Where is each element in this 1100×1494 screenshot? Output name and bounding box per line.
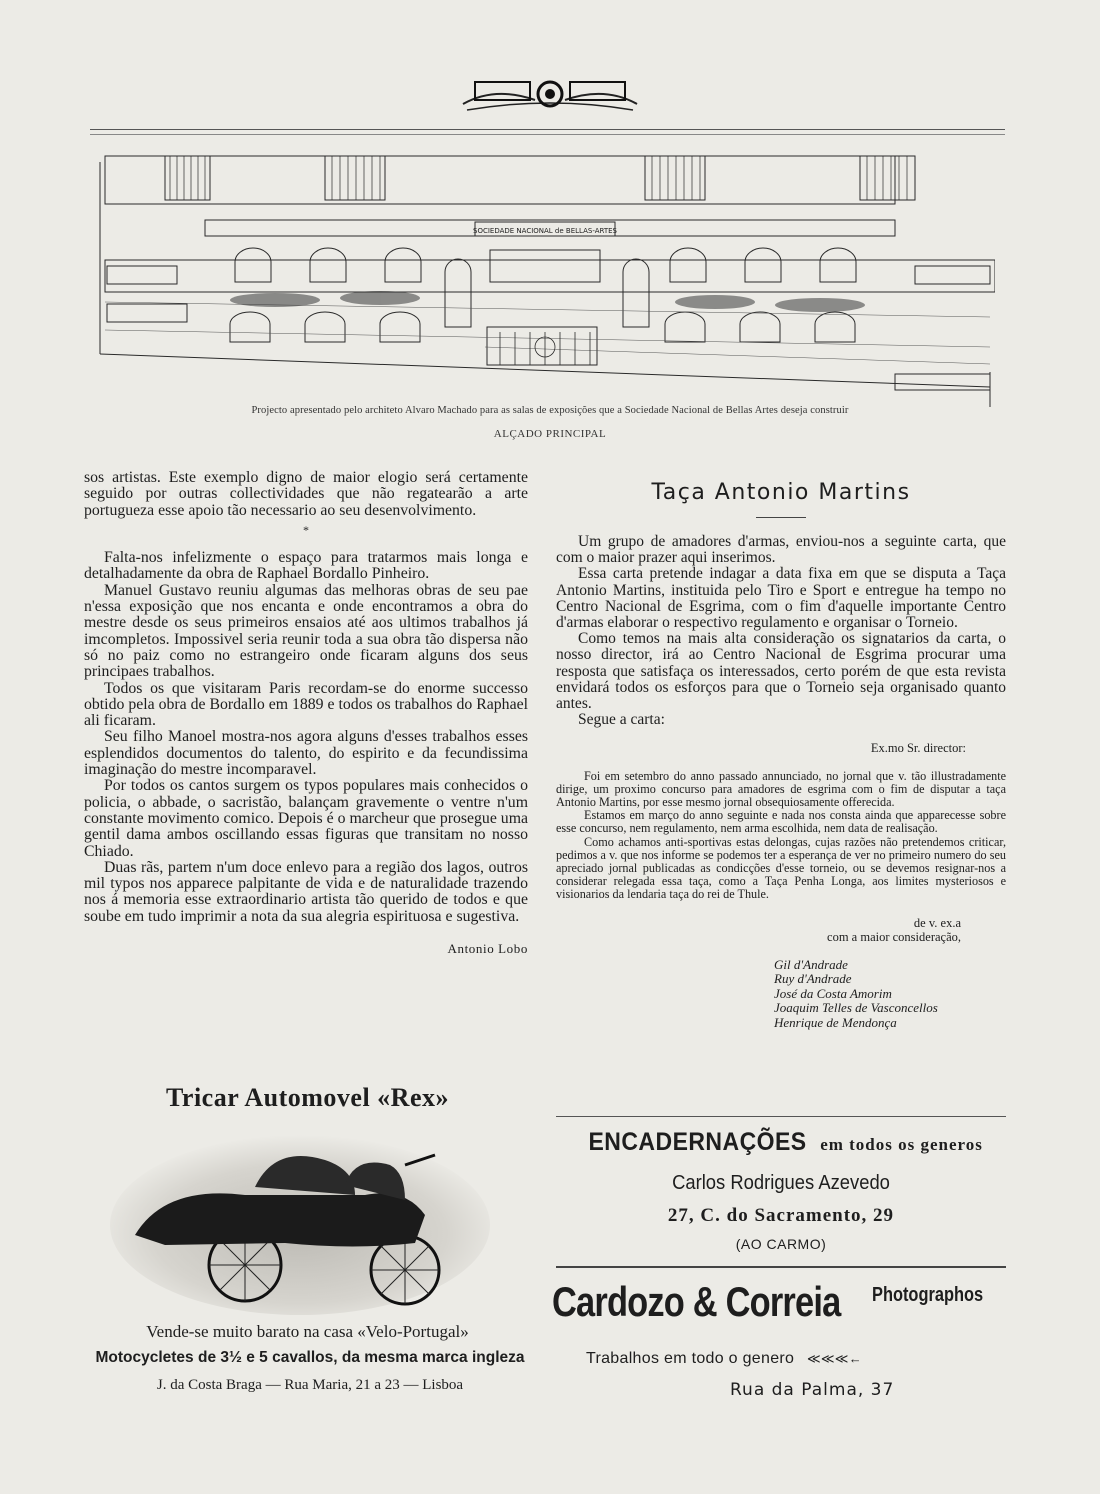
encadernacoes-address: 27, C. do Sacramento, 29: [667, 1205, 895, 1226]
article-left: [84, 470, 528, 957]
figure-subcaption: ALÇADO PRINCIPAL: [493, 428, 607, 440]
closing-line: de v. ex.a: [913, 915, 961, 930]
letter-salutation: Ex.mo Sr. director:: [870, 741, 966, 756]
section-separator: *: [303, 522, 309, 537]
top-rule: [90, 129, 1005, 130]
article-right: [556, 470, 1006, 1031]
figure-caption: Projecto apresentado pelo architeto Alvaro Machado para as salas de exposições que a Sociedade Nacional de Bellas Artes deseja construir: [251, 405, 849, 416]
article-right-paragraph: Segue a carta:: [578, 711, 665, 729]
article-left-paragraph: Duas rãs, partem n'um doce enlevo para a região dos lagos, outros mil typos nos apparece palpitante de vida e de naturalidade trazendo nos á memoria esse extraordinario artista tão querido de todos e que soube em tudo imprimir a nota da sua alegria espirituosa e sugestiva.: [84, 858, 528, 925]
tricar-ad-line1: Vende-se muito barato na casa «Velo-Portugal»: [146, 1322, 469, 1341]
closing-line: com a maior consideração,: [827, 929, 961, 944]
article-right-body: [556, 534, 1006, 728]
letter-signers: [774, 958, 1006, 1031]
article-right-paragraph: Um grupo de amadores d'armas, enviou-nos a seguinte carta, que com o maior prazer aqui inserimos.: [556, 533, 1006, 567]
article-author: Antonio Lobo: [447, 941, 528, 957]
article-right-paragraph: Essa carta pretende indagar a data fixa em que se disputa a Taça Antonio Martins, instituida pelo Tiro e Sport e entregue ha tempo no Centro Nacional de Esgrima, com o fim d'aquelle importante Centro d'armas elaborar o respectivo regulamento e organisar o Torneio.: [556, 565, 1006, 632]
cardozo-ad-name: Cardozo & Correia: [552, 1278, 841, 1325]
arrows-icon: ≪≪≪←: [806, 1351, 863, 1366]
article-right-paragraph: Como temos na mais alta consideração os signatarios da carta, o nosso director, irá ao Centro Nacional de Esgrima procurar uma resposta que satisfaça os interessados, certo porém de que esta revista envidará todos os esforços para que o Torneio seja organisado quanto antes.: [556, 630, 1006, 713]
tricar-ad-line3: J. da Costa Braga — Rua Maria, 21 a 23 — Lisboa: [156, 1377, 464, 1393]
encadernacoes-location: (AO CARMO): [735, 1236, 827, 1252]
article-right-title: Taça Antonio Martins: [651, 480, 911, 505]
cardozo-ad-line1: [586, 1350, 1006, 1368]
letter-body: [556, 742, 1006, 901]
encadernacoes-ad-header: [556, 1128, 1006, 1157]
elevation-sign-text: SOCIEDADE NACIONAL de BELLAS-ARTES: [473, 227, 617, 235]
tricar-illustration: [105, 1125, 495, 1315]
letter-closing: [556, 916, 1006, 944]
signer-name: José da Costa Amorim: [774, 985, 892, 1001]
signer-name: Gil d'Andrade: [774, 956, 848, 972]
top-rule-secondary: [90, 134, 1005, 135]
title-rule: [756, 517, 806, 518]
ad-divider: [556, 1266, 1006, 1268]
encadernacoes-name: Carlos Rodrigues Azevedo: [672, 1172, 890, 1194]
building-elevation-drawing: [95, 142, 995, 414]
tricar-ad-title: Tricar Automovel «Rex»: [166, 1083, 449, 1112]
cardozo-ad-address: Rua da Palma, 37: [730, 1380, 895, 1400]
article-left-paragraph: Por todos os cantos surgem os typos populares mais conhecidos o policia, o abbade, o sacristão, balançam gravemente o ventre n'um constante movimento comico. Depois é o marcheur que prosegue uma gentil dama ambos oscillando essas figuras que transitam no nosso Chiado.: [84, 777, 528, 860]
article-left-paragraph: Seu filho Manoel mostra-nos agora alguns d'esses trabalhos esses esplendidos documentos do talento, do espirito e da fecundissima imaginação do mestre incomparavel.: [84, 728, 528, 779]
letter-paragraph: Foi em setembro do anno passado annunciado, no jornal que v. tão illustradamente dirige, um proximo concurso para amadores de esgrima com o fim de disputar a taça Antonio Martins, por esse mesmo jornal obsequiosamente offerecida.: [556, 768, 1006, 810]
encadernacoes-suffix: em todos os generos: [820, 1135, 983, 1154]
article-left-paragraph: Manuel Gustavo reuniu algumas das melhoras obras de seu pae n'essa exposição que nos encanta e onde encontramos a obra do mestre desde os seus primeiros ensaios até aos ultimos trabalhos já imcompletos. Impossivel seria reunir toda a sua obra tão dispersa não só no paiz como no estrangeiro onde ficaram alguns dos seus principaes trabalhos.: [84, 581, 528, 681]
article-left-paragraph: Todos os que visitaram Paris recordam-se do enorme successo obtido pela obra de Bordallo em 1889 e todos os trabalhos do Raphael ali ficaram.: [84, 679, 528, 730]
signer-name: Joaquim Telles de Vasconcellos: [774, 1000, 938, 1016]
signer-name: Ruy d'Andrade: [774, 971, 852, 987]
article-left-paragraph: sos artistas. Este exemplo digno de maior elogio será certamente seguido por outras collectividades que não regatearão a arte portugueza esse apoio tão necessario ao seu desenvolvimento.: [84, 469, 528, 519]
cardozo-ad-trade: Photographos: [872, 1284, 984, 1306]
ad-divider: [556, 1116, 1006, 1117]
letter-paragraph: Estamos em março do anno seguinte e nada nos consta ainda que apparecesse sobre esse concurso, nem regulamento, nem arma escolhida, nem data de realisação.: [556, 808, 1006, 836]
signer-name: Henrique de Mendonça: [774, 1015, 897, 1031]
encadernacoes-title: ENCADERNAÇÕES: [588, 1128, 807, 1156]
article-left-paragraph: Falta-nos infelizmente o espaço para tratarmos mais longa e detalhadamente da obra de Raphael Bordallo Pinheiro.: [84, 549, 528, 583]
tricar-ad-line2: Motocycletes de 3½ e 5 cavallos, da mesma marca ingleza: [95, 1349, 525, 1366]
letter-paragraph: Como achamos anti-sportivas estas delongas, cujas razões não pretendemos criticar, pedimos a v. que nos informe se podemos ter a esperança de ver no primeiro numero do seu apreciado jornal publicadas as condicções d'esse torneio, ou se devemos resignar-nos a considerar relegada essa taça, como a Taça Penha Longa, aos limites mysteriosos e visionarios da lendaria taça do rei de Thule.: [556, 834, 1006, 902]
masthead-logo: [455, 74, 645, 116]
cardozo-ad-line1-text: Trabalhos em todo o genero: [586, 1350, 795, 1367]
